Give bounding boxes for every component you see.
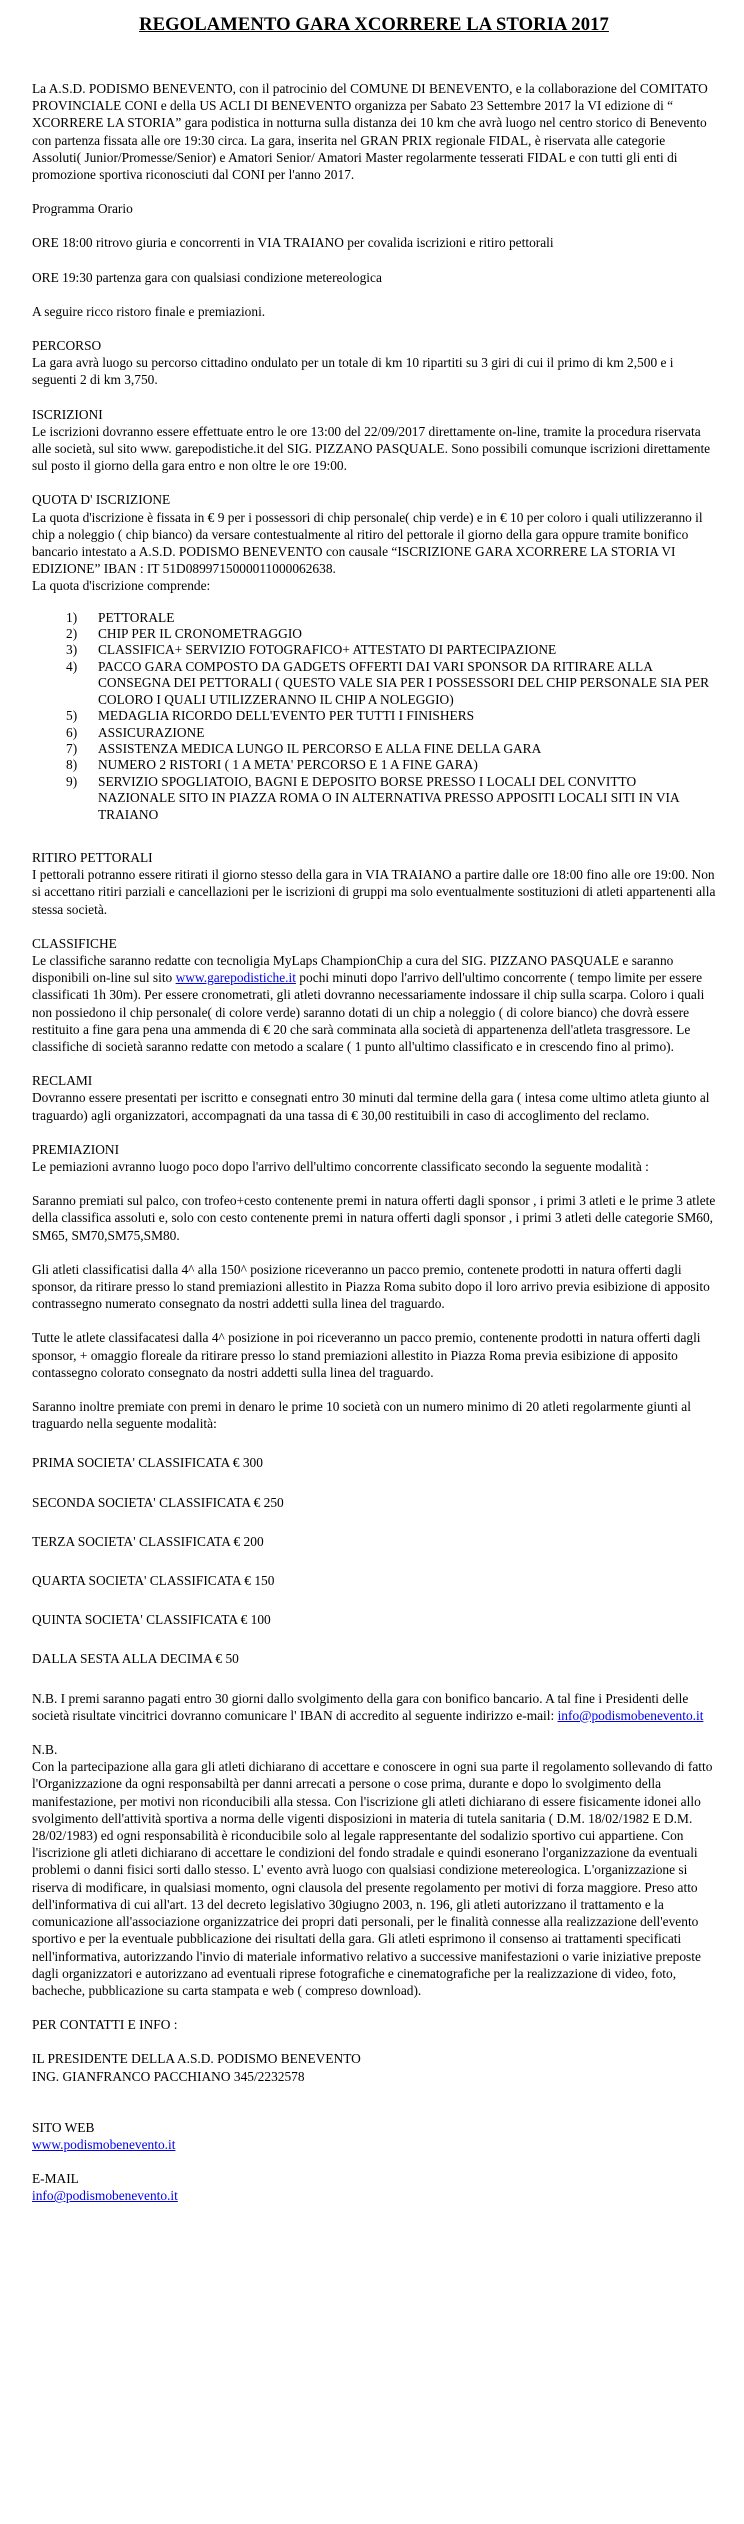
quota-items-list [32, 610, 716, 823]
list-item [66, 659, 716, 708]
nb-heading: N.B. [32, 1742, 58, 1758]
quota-heading: QUOTA D' ISCRIZIONE [32, 492, 171, 508]
garepodistiche-link[interactable]: www.garepodistiche.it [175, 970, 296, 986]
list-item [66, 626, 716, 642]
premiazioni-section [32, 1141, 716, 1724]
list-item-number: 4) [66, 658, 78, 674]
classifiche-section [32, 935, 716, 1055]
contatti-section [32, 2016, 716, 2085]
list-item [66, 757, 716, 773]
sito-web-link[interactable]: www.podismobenevento.it [32, 2136, 176, 2152]
premiazioni-paragraph-2: Gli atleti classificatisi dalla 4^ alla 150^ posizione riceveranno un pacco premio, contenete prodotti in natura offerti dagli sponsor, da ritirare presso lo stand premiazioni allestito in Piazza Roma subito dopo il loro arrivo previa esibizione di apposito contrassegno numerato consegnato da nostri addetti sulla linea del traguardo. [32, 1261, 710, 1312]
list-item-text: NUMERO 2 RISTORI ( 1 A META' PERCORSO E 1 A FINE GARA) [98, 757, 478, 773]
premiazioni-paragraph-3: Tutte le atlete classifacatesi dalla 4^ posizione in poi riceveranno un pacco premio, contenente prodotti in natura offerti dagli sponsor, + omaggio floreale da ritirare presso lo stand premiazioni allestito in Piazza Roma previa esibizione di apposito contassegno colorato consegnato da nostri addetti sulla linea del traguardo. [32, 1330, 701, 1380]
list-item [66, 642, 716, 658]
list-item-number: 2) [66, 626, 78, 642]
prize-line: SECONDA SOCIETA' CLASSIFICATA € 250 [32, 1494, 284, 1510]
iscrizioni-heading: ISCRIZIONI [32, 406, 103, 422]
list-item-text: CLASSIFICA+ SERVIZIO FOTOGRAFICO+ ATTESTATO DI PARTECIPAZIONE [98, 642, 557, 658]
reclami-heading: RECLAMI [32, 1073, 93, 1089]
percorso-section [32, 337, 716, 389]
classifiche-text-before: Le classifiche saranno redatte con tecnoligia MyLaps ChampionChip a cura del SIG. PIZZANO PASQUALE e saranno disponibili on-line sul sito [32, 952, 674, 986]
list-item-text: ASSICURAZIONE [98, 724, 205, 740]
iscrizioni-section [32, 406, 716, 475]
percorso-heading: PERCORSO [32, 338, 102, 354]
nb-text: Con la partecipazione alla gara gli atleti dichiarano di accettare e conoscere in ogni sua parte il regolamento sollevando di fatto l'Organizzazione da ogni responsabiltà per danni arrecati a persone o cose prima, durante e dopo lo svolgimento della manifestazione, per motivi non riconducibili alla stessa. Con l'iscrizione gli atleti dichiarano di essere fisicamente idonei allo svolgimento dell'attività sportiva a norma delle vigenti disposizioni in materia di tutela sanitaria ( D.M. 18/02/1982 E D.M. 28/02/1983) ed ogni responsabilità è riconducibile solo al legale rappresentante del sodalizio sportivo cui appartiene. Con l'iscrizione gli atleti dichiarano di accettare le condizioni del fondo stradale e quindi esonerano l'organizzazione da eventuali problemi o danni fisici sorti dallo stesso. L' evento avrà luogo con qualsiasi condizione metereologica. L'organizzazione si riserva di modificare, in qualsiasi momento, ogni clausola del presente regolamento per motivi di forza maggiore. Preso atto dell'informativa di cui all'art. 13 del decreto legislativo 30giugno 2003, n. 196, gli atleti autorizzano il trattamento e la comunicazione all'associazione organizzatrice dei propri dati personali, per le finalità connesse alla realizzazione dell'evento sportivo e per la eventuale pubblicazione dei risultati della gara. Gli atleti esprimono il consenso ai trattamenti specificati nell'informativa, autorizzando l'invio di materiale informativo relativo a successive manifestazioni o varie iniziative preposte dagli organizzatori e autorizzano ad eventuali riprese fotografiche e cinematografiche per la realizzazione di video, foto, bacheche, pubblicazione su carta stampata e web ( compreso download). [32, 1759, 713, 1998]
list-item-text: CHIP PER IL CRONOMETRAGGIO [98, 626, 302, 642]
percorso-text: La gara avrà luogo su percorso cittadino ondulato per un totale di km 10 ripartiti su 3 giri di cui il primo di km 2,500 e i seguenti 2 di km 3,750. [32, 355, 674, 388]
list-item-text: ASSISTENZA MEDICA LUNGO IL PERCORSO E ALLA FINE DELLA GARA [98, 740, 542, 756]
premiazioni-paragraph-1: Saranno premiati sul palco, con trofeo+cesto contenente premi in natura offerti dagli sponsor , i primi 3 atleti e le prime 3 atlete della classifica assoluti e, solo con cesto contenente premi in natura offerti dagli sponsor , i primi 3 atleti delle categorie SM60, SM65, SM70,SM75,SM80. [32, 1193, 716, 1243]
prize-line: QUINTA SOCIETA' CLASSIFICATA € 100 [32, 1612, 271, 1628]
reclami-text: Dovranno essere presentati per iscritto e consegnati entro 30 minuti dal termine della gara ( intesa come ultimo atleta giunto al traguardo) agli organizzatori, accompagnati da una tassa di € 30,00 restituibili in caso di accoglimento del reclamo. [32, 1090, 710, 1123]
sito-heading: SITO WEB [32, 2119, 95, 2135]
nb-email-link[interactable]: info@podismobenevento.it [557, 1707, 704, 1723]
list-item [66, 741, 716, 757]
programma-line-1: ORE 18:00 ritrovo giuria e concorrenti in VIA TRAIANO per covalida iscrizioni e ritiro pettorali [32, 235, 554, 251]
classifiche-heading: CLASSIFICHE [32, 935, 117, 951]
prize-line: QUARTA SOCIETA' CLASSIFICATA € 150 [32, 1573, 275, 1589]
prize-line: PRIMA SOCIETA' CLASSIFICATA € 300 [32, 1455, 263, 1471]
programma-line-2: ORE 19:30 partenza gara con qualsiasi condizione metereologica [32, 269, 382, 285]
list-item-text: PETTORALE [98, 609, 175, 625]
nb-payment-note [32, 1690, 716, 1724]
quota-section [32, 491, 716, 823]
contatti-line-1: IL PRESIDENTE DELLA A.S.D. PODISMO BENEVENTO [32, 2051, 361, 2067]
list-item-number: 5) [66, 708, 78, 724]
classifiche-text-after: pochi minuti dopo l'arrivo dell'ultimo concorrente ( tempo limite per essere classificati 1h 30m). Per essere cronometrati, gli atleti dovranno necessariamente indossare il chip sulla scarpa. Coloro i quali non possiedono il chip personale( di colore verde) saranno dotati di un chip a noleggio ( di colore bianco) che dovrà essere restituito a fine gara pena una ammenda di € 20 che sarà comminata alla società di appartenenza dell'atleta trasgressore. Le classifiche di società saranno redatte con metodo a scalare ( 1 punto all'ultimo classificato e in crescendo fino al primo). [32, 970, 705, 1054]
list-item [66, 610, 716, 626]
email-heading: E-MAIL [32, 2171, 79, 2187]
classifiche-text [32, 952, 716, 1055]
programma-line-3: A seguire ricco ristoro finale e premiazioni. [32, 303, 266, 319]
list-item-number: 1) [66, 609, 78, 625]
ritiro-section [32, 849, 716, 918]
sito-section [32, 2119, 716, 2153]
document-title: REGOLAMENTO GARA XCORRERE LA STORIA 2017 [139, 14, 609, 35]
prize-line: TERZA SOCIETA' CLASSIFICATA € 200 [32, 1533, 264, 1549]
ritiro-text: I pettorali potranno essere ritirati il giorno stesso della gara in VIA TRAIANO a partire dalle ore 18:00 fino alle ore 19:00. Non si accettano ritiri parziali e cancellazioni per le iscrizioni di gruppi ma solo eventualmente sostituzioni di atleti appartenenti alla stessa società. [32, 867, 716, 917]
premiazioni-heading: PREMIAZIONI [32, 1141, 120, 1157]
nb-payment-text: N.B. I premi saranno pagati entro 30 giorni dallo svolgimento della gara con bonifico bancario. A tal fine i Presidenti delle società risultate vincitrici dovranno comunicare l' IBAN di accredito al seguente indirizzo e-mail: [32, 1690, 689, 1723]
premiazioni-paragraph-4: Saranno inoltre premiate con premi in denaro le prime 10 società con un numero minimo di 20 atleti regolarmente giunti al traguardo nella seguente modalità: [32, 1399, 691, 1432]
reclami-section [32, 1072, 716, 1124]
intro-paragraph: La A.S.D. PODISMO BENEVENTO, con il patrocinio del COMUNE DI BENEVENTO, e la collaborazione del COMITATO PROVINCIALE CONI e della US ACLI DI BENEVENTO organizza per Sabato 23 Settembre 2017 la VI edizione di “ XCORRERE LA STORIA” gara podistica in notturna sulla distanza dei 10 km che avrà luogo nel centro storico di Benevento con partenza fissata alle ore 19:30 circa. La gara, inserita nel GRAN PRIX regionale FIDAL, è riservata alle categorie Assoluti( Junior/Promesse/Senior) e Amatori Senior/ Amatori Master regolarmente tesserati FIDAL e con tutti gli enti di promozione sportiva riconosciuti dal CONI per l'anno 2017. [32, 81, 708, 183]
quota-text: La quota d'iscrizione è fissata in € 9 per i possessori di chip personale( chip verde) e in € 10 per coloro i quali utilizzeranno il chip a noleggio ( chip bianco) da versare contestualmente al ritiro del pettorale il giorno della gara oppure tramite bonifico bancario intestato a A.S.D. PODISMO BENEVENTO con causale “ISCRIZIONE GARA XCORRERE LA STORIA VI EDIZIONE” IBAN : IT 51D0899715000011000062638. [32, 509, 703, 577]
list-item-number: 7) [66, 740, 78, 756]
programma-heading: Programma Orario [32, 201, 133, 217]
email-link[interactable]: info@podismobenevento.it [32, 2188, 178, 2204]
email-section [32, 2170, 716, 2204]
list-item-number: 9) [66, 773, 78, 789]
list-item-number: 8) [66, 757, 78, 773]
list-item-number: 3) [66, 642, 78, 658]
quota-lead: La quota d'iscrizione comprende: [32, 578, 211, 594]
list-item [66, 725, 716, 741]
prize-line: DALLA SESTA ALLA DECIMA € 50 [32, 1651, 239, 1667]
list-item-number: 6) [66, 724, 78, 740]
list-item-text: SERVIZIO SPOGLIATOIO, BAGNI E DEPOSITO BORSE PRESSO I LOCALI DEL CONVITTO NAZIONALE SITO IN PIAZZA ROMA O IN ALTERNATIVA PRESSO APPOSITI LOCALI SITI IN VIA TRAIANO [98, 773, 679, 822]
list-item-text: PACCO GARA COMPOSTO DA GADGETS OFFERTI DAI VARI SPONSOR DA RITIRARE ALLA CONSEGNA DEI PETTORALI ( QUESTO VALE SIA PER I POSSESSORI DEL CHIP PERSONALE SIA PER COLORO I QUALI UTILIZZERANNO IL CHIP A NOLEGGIO) [98, 658, 710, 707]
ritiro-heading: RITIRO PETTORALI [32, 849, 153, 865]
list-item [66, 708, 716, 724]
contatti-line-2: ING. GIANFRANCO PACCHIANO 345/2232578 [32, 2068, 305, 2084]
nb-section [32, 1741, 716, 1999]
list-item [66, 774, 716, 823]
iscrizioni-text: Le iscrizioni dovranno essere effettuate entro le ore 13:00 del 22/09/2017 direttamente on-line, tramite la procedura riservata alle società, sul sito www. garepodistiche.it del SIG. PIZZANO PASQUALE. Sono possibili comunque iscrizioni direttamente sul posto il giorno della gara entro e non oltre le ore 19:00. [32, 423, 711, 474]
contatti-heading: PER CONTATTI E INFO : [32, 2017, 178, 2033]
premiazioni-text: Le pemiazioni avranno luogo poco dopo l'arrivo dell'ultimo concorrente classificato secondo la seguente modalità : [32, 1159, 649, 1174]
list-item-text: MEDAGLIA RICORDO DELL'EVENTO PER TUTTI I FINISHERS [98, 708, 475, 724]
